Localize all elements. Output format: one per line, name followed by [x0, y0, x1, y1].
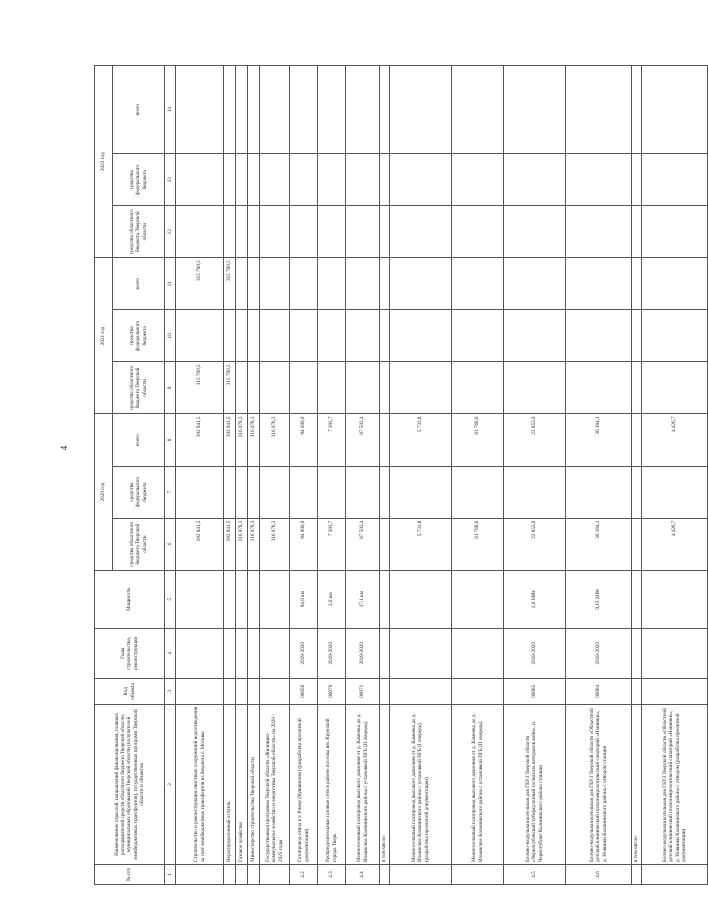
table-row — [260, 66, 290, 885]
row-federal-2022 — [504, 154, 566, 206]
table-row — [248, 66, 260, 885]
row-num: 4.4 — [346, 864, 380, 884]
row-total-2020: 316 078,3 — [248, 414, 260, 466]
row-federal-2021 — [632, 310, 642, 362]
row-regional-2021 — [504, 362, 566, 414]
row-total-2021 — [260, 258, 290, 310]
row-capacity — [390, 570, 452, 628]
row-name: Межпоселковый газопровод высокого давления от д. Каменка до д. Ильинское Калининского района с установкой ПГБ (II очередь) — [452, 704, 504, 864]
row-name: Межпоселковый газопровод высокого давления от д. Каменка до д. Ильинское Калининского района с установкой ПГБ (I очередь) (разработка проектной документации) — [390, 704, 452, 864]
table-row — [176, 66, 224, 885]
row-regional-2021 — [318, 362, 346, 414]
row-regional-2021 — [632, 362, 642, 414]
row-num — [224, 864, 236, 884]
row-total-2022 — [566, 66, 632, 154]
row-total-2022 — [390, 66, 452, 154]
row-federal-2021 — [318, 310, 346, 362]
row-federal-2020 — [248, 466, 260, 518]
row-total-2021 — [632, 258, 642, 310]
row-name: в том числе: — [380, 704, 390, 864]
row-num — [632, 864, 642, 884]
rotated-table-container — [94, 65, 687, 885]
row-total-2022 — [260, 66, 290, 154]
row-federal-2021 — [346, 310, 380, 362]
row-code — [260, 678, 290, 704]
row-total-2020 — [380, 414, 390, 466]
header-year-2020: 2020 год — [95, 414, 113, 570]
row-federal-2022 — [290, 154, 318, 206]
header-regional-2020: средства областного бюджета Тверской области — [113, 518, 165, 570]
row-regional-2021: 315 780,5 — [176, 362, 224, 414]
row-regional-2020 — [632, 518, 642, 570]
row-regional-2021 — [236, 362, 248, 414]
page-number: 4 — [59, 445, 69, 451]
row-total-2021 — [346, 258, 380, 310]
header-name: Наименование отраслей, направлений финансирования, главных распорядителей средств областного бюджета Тверской области, муниципальных образований Тверской области (получателей межбюджетных трансфертов), государственных программ Тверской области и объектов — [95, 704, 165, 864]
row-years: 2019-2020 — [504, 628, 566, 678]
row-total-2020 — [632, 414, 642, 466]
row-federal-2020 — [390, 466, 452, 518]
row-regional-2022 — [290, 206, 318, 258]
row-code: 00058 — [290, 678, 318, 704]
row-regional-2022 — [632, 206, 642, 258]
row-capacity — [452, 570, 504, 628]
row-years — [260, 628, 290, 678]
row-regional-2020: 7 393,7 — [318, 518, 346, 570]
row-total-2021 — [642, 258, 708, 310]
row-total-2021: 315 780,5 — [224, 258, 236, 310]
table-row — [318, 66, 346, 885]
row-total-2020: 7 393,7 — [318, 414, 346, 466]
row-regional-2021 — [452, 362, 504, 414]
row-capacity — [632, 570, 642, 628]
header-code: Код объекта — [95, 678, 165, 704]
header-regional-2022: средства областного бюджета Тверской области — [113, 206, 165, 258]
row-code — [248, 678, 260, 704]
column-number: 9 — [165, 362, 176, 414]
row-name: Распределительные газовые сети в районе поселка им. Крупской города Тверь — [318, 704, 346, 864]
table-body — [176, 66, 708, 885]
row-federal-2022 — [566, 154, 632, 206]
row-regional-2021 — [566, 362, 632, 414]
row-regional-2020: 87 502,4 — [346, 518, 380, 570]
row-capacity — [224, 570, 236, 628]
row-years — [380, 628, 390, 678]
row-capacity: 2,0 МВт — [504, 570, 566, 628]
table-row — [224, 66, 236, 885]
row-total-2022 — [248, 66, 260, 154]
row-federal-2020 — [380, 466, 390, 518]
row-regional-2021 — [390, 362, 452, 414]
row-total-2022 — [452, 66, 504, 154]
row-total-2020: 22 853,0 — [504, 414, 566, 466]
row-name: Газовое хозяйство — [236, 704, 248, 864]
row-years: 2019-2020 — [566, 628, 632, 678]
row-regional-2022 — [224, 206, 236, 258]
row-regional-2020: 192 941,5 — [224, 518, 236, 570]
row-federal-2020 — [346, 466, 380, 518]
row-federal-2022 — [380, 154, 390, 206]
budget-table — [94, 65, 708, 885]
row-total-2021 — [380, 258, 390, 310]
row-federal-2022 — [248, 154, 260, 206]
row-num — [642, 864, 708, 884]
column-number-row — [165, 66, 176, 885]
row-num — [176, 864, 224, 884]
row-total-2021 — [290, 258, 318, 310]
header-num: № п/п — [95, 864, 165, 884]
row-federal-2020 — [452, 466, 504, 518]
header-year-2022: 2022 год — [95, 66, 113, 258]
row-total-2021 — [452, 258, 504, 310]
row-capacity — [248, 570, 260, 628]
row-federal-2022 — [452, 154, 504, 206]
row-regional-2020: 4 426,7 — [642, 518, 708, 570]
row-num — [248, 864, 260, 884]
row-total-2022 — [642, 66, 708, 154]
header-federal-2021: средства федерального бюджета — [113, 310, 165, 362]
row-years — [176, 628, 224, 678]
row-federal-2022 — [632, 154, 642, 206]
row-num: 4.5 — [504, 864, 566, 884]
column-number: 1 — [165, 864, 176, 884]
row-capacity — [642, 570, 708, 628]
row-regional-2022 — [504, 206, 566, 258]
row-total-2022 — [380, 66, 390, 154]
row-regional-2020: 5 733,8 — [390, 518, 452, 570]
row-num — [452, 864, 504, 884]
row-federal-2020 — [566, 466, 632, 518]
row-total-2020: 192 941,5 — [176, 414, 224, 466]
row-federal-2021 — [176, 310, 224, 362]
row-total-2021 — [318, 258, 346, 310]
row-code — [632, 678, 642, 704]
row-capacity — [176, 570, 224, 628]
row-total-2022 — [504, 66, 566, 154]
row-total-2021 — [566, 258, 632, 310]
row-federal-2022 — [224, 154, 236, 206]
row-name: Блочно-модульная котельная для ГБУЗ Тверской области «Областной детский клинический психоневрологический санаторий «Новинки», д. Новинки Калининского района с отводом (разработка проектной документации) — [642, 704, 708, 864]
row-total-2021 — [504, 258, 566, 310]
row-total-2022 — [346, 66, 380, 154]
row-years: 2019-2020 — [346, 628, 380, 678]
row-regional-2020: 316 078,3 — [236, 518, 248, 570]
row-total-2020: 30 184,1 — [566, 414, 632, 466]
row-num: 4.2 — [290, 864, 318, 884]
row-years — [236, 628, 248, 678]
row-total-2020: 87 502,4 — [346, 414, 380, 466]
column-number: 3 — [165, 678, 176, 704]
row-federal-2021 — [380, 310, 390, 362]
row-name: Министерство строительства Тверской области — [248, 704, 260, 864]
row-federal-2021 — [260, 310, 290, 362]
row-regional-2020: 316 078,3 — [260, 518, 290, 570]
row-code: 00070 — [318, 678, 346, 704]
row-code — [642, 678, 708, 704]
row-total-2022 — [224, 66, 236, 154]
row-name: Межпоселковый газопровод высокого давления от д. Каменка до д. Ильинское Калининского района с установкой ПГБ (II очередь) — [346, 704, 380, 864]
row-total-2020: 81 768,6 — [452, 414, 504, 466]
row-regional-2022 — [452, 206, 504, 258]
row-num — [390, 864, 452, 884]
row-regional-2020: 81 768,6 — [452, 518, 504, 570]
table-row — [504, 66, 566, 885]
header-year-2021: 2021 год — [95, 258, 113, 414]
table-row — [380, 66, 390, 885]
column-number: 2 — [165, 704, 176, 864]
row-regional-2020: 316 078,3 — [248, 518, 260, 570]
row-total-2020: 5 733,8 — [390, 414, 452, 466]
row-total-2020: 192 941,5 — [224, 414, 236, 466]
row-total-2020: 4 426,7 — [642, 414, 708, 466]
column-number: 7 — [165, 466, 176, 518]
row-code: 00071 — [346, 678, 380, 704]
column-number: 4 — [165, 628, 176, 678]
row-regional-2022 — [260, 206, 290, 258]
row-years — [452, 628, 504, 678]
table-row — [290, 66, 318, 885]
row-federal-2022 — [176, 154, 224, 206]
header-federal-2022: средства федерального бюджета — [113, 154, 165, 206]
table-row — [236, 66, 248, 885]
column-number: 11 — [165, 258, 176, 310]
row-code — [380, 678, 390, 704]
row-regional-2020: 94 000,0 — [290, 518, 318, 570]
row-total-2022 — [632, 66, 642, 154]
row-regional-2021 — [642, 362, 708, 414]
header-row-top — [95, 66, 113, 885]
header-capacity: Мощность — [95, 570, 165, 628]
row-capacity: 94,0 км — [290, 570, 318, 628]
row-regional-2021 — [290, 362, 318, 414]
row-regional-2021: 315 780,5 — [224, 362, 236, 414]
row-federal-2020 — [260, 466, 290, 518]
row-total-2020: 316 078,3 — [236, 414, 248, 466]
row-federal-2021 — [390, 310, 452, 362]
row-federal-2020 — [318, 466, 346, 518]
column-number: 12 — [165, 206, 176, 258]
row-federal-2022 — [346, 154, 380, 206]
row-years — [224, 628, 236, 678]
header-total-2022: всего — [113, 66, 165, 154]
row-federal-2020 — [290, 466, 318, 518]
row-regional-2022 — [642, 206, 708, 258]
row-code — [452, 678, 504, 704]
row-regional-2020 — [380, 518, 390, 570]
row-federal-2021 — [566, 310, 632, 362]
row-total-2021 — [248, 258, 260, 310]
row-regional-2020: 22 853,0 — [504, 518, 566, 570]
row-federal-2022 — [642, 154, 708, 206]
column-number: 6 — [165, 518, 176, 570]
row-federal-2021 — [452, 310, 504, 362]
row-total-2020: 94 000,0 — [290, 414, 318, 466]
header-total-2020: всего — [113, 414, 165, 466]
row-num — [380, 864, 390, 884]
row-code — [176, 678, 224, 704]
row-regional-2021 — [248, 362, 260, 414]
row-federal-2021 — [224, 310, 236, 362]
row-num — [236, 864, 248, 884]
row-code: 00084 — [566, 678, 632, 704]
row-regional-2021 — [346, 362, 380, 414]
header-years: Годы строительства, реконструкции — [95, 628, 165, 678]
column-number: 8 — [165, 414, 176, 466]
row-regional-2022 — [176, 206, 224, 258]
row-regional-2020: 192 941,5 — [176, 518, 224, 570]
row-name: Государственная программа Тверской области «Жилищно-коммунальное хозяйство и энергетика Тверской области» на 2020 - 2025 годы — [260, 704, 290, 864]
row-federal-2020 — [236, 466, 248, 518]
row-name: Газопровод-отвод к г. Ржеву (Кувшиново) (разработка проектной документации) — [290, 704, 318, 864]
header-federal-2020: средства федерального бюджета — [113, 466, 165, 518]
row-code — [390, 678, 452, 704]
row-capacity — [260, 570, 290, 628]
row-years — [642, 628, 708, 678]
row-capacity: 2,0 км — [318, 570, 346, 628]
row-total-2021 — [390, 258, 452, 310]
row-code — [224, 678, 236, 704]
column-number: 10 — [165, 310, 176, 362]
row-regional-2022 — [390, 206, 452, 258]
row-years: 2019-2020 — [290, 628, 318, 678]
row-num: 4.6 — [566, 864, 632, 884]
row-federal-2020 — [224, 466, 236, 518]
row-regional-2022 — [248, 206, 260, 258]
row-federal-2021 — [248, 310, 260, 362]
row-code — [236, 678, 248, 704]
row-total-2022 — [290, 66, 318, 154]
table-row — [566, 66, 632, 885]
row-total-2022 — [318, 66, 346, 154]
header-regional-2021: средства областного бюджета Тверской области — [113, 362, 165, 414]
column-number: 5 — [165, 570, 176, 628]
row-federal-2020 — [632, 466, 642, 518]
row-total-2020: 316 078,3 — [260, 414, 290, 466]
row-regional-2021 — [260, 362, 290, 414]
row-name: Нераспределенный остаток — [224, 704, 236, 864]
row-regional-2022 — [566, 206, 632, 258]
row-capacity: 17,1 км — [346, 570, 380, 628]
row-federal-2020 — [642, 466, 708, 518]
row-name: Блочно-модульная котельная для ГБУЗ Тверской области «Областной детский клинический психоневрологический санаторий «Новинки», д. Новинки Калининского района с отводом станции — [566, 704, 632, 864]
row-name: в том числе: — [632, 704, 642, 864]
row-federal-2020 — [176, 466, 224, 518]
table-row — [346, 66, 380, 885]
row-federal-2021 — [504, 310, 566, 362]
row-federal-2021 — [236, 310, 248, 362]
row-num: 4.3 — [318, 864, 346, 884]
row-federal-2022 — [236, 154, 248, 206]
header-total-2021: всего — [113, 258, 165, 310]
row-name: Строительство и реконструкция очистных сооружений водоотведения за счет межбюджетных трансфертов из бюджета г. Москвы — [176, 704, 224, 864]
row-name: Блочно-модульная котельная для ГБУЗ Тверской области «Черногубовский туберкулезный госпиталь ветеранов войн», п. Черногубово Калининского района станции — [504, 704, 566, 864]
row-capacity — [236, 570, 248, 628]
row-years: 2019-2020 — [318, 628, 346, 678]
row-regional-2022 — [380, 206, 390, 258]
table-row — [452, 66, 504, 885]
column-number: 14 — [165, 66, 176, 154]
row-regional-2022 — [236, 206, 248, 258]
row-years — [248, 628, 260, 678]
row-federal-2022 — [260, 154, 290, 206]
row-federal-2021 — [642, 310, 708, 362]
row-years — [632, 628, 642, 678]
row-num — [260, 864, 290, 884]
row-federal-2022 — [390, 154, 452, 206]
column-number: 13 — [165, 154, 176, 206]
table-row — [390, 66, 452, 885]
row-federal-2020 — [504, 466, 566, 518]
row-capacity — [380, 570, 390, 628]
row-total-2021 — [236, 258, 248, 310]
row-code: 00085 — [504, 678, 566, 704]
row-regional-2022 — [318, 206, 346, 258]
row-regional-2022 — [346, 206, 380, 258]
row-total-2022 — [236, 66, 248, 154]
table-row — [642, 66, 708, 885]
row-total-2021: 315 780,5 — [176, 258, 224, 310]
row-capacity: 0,15 МВт — [566, 570, 632, 628]
row-federal-2021 — [290, 310, 318, 362]
row-regional-2020: 30 184,1 — [566, 518, 632, 570]
row-years — [390, 628, 452, 678]
row-total-2022 — [176, 66, 224, 154]
row-regional-2021 — [380, 362, 390, 414]
table-row — [632, 66, 642, 885]
row-federal-2022 — [318, 154, 346, 206]
